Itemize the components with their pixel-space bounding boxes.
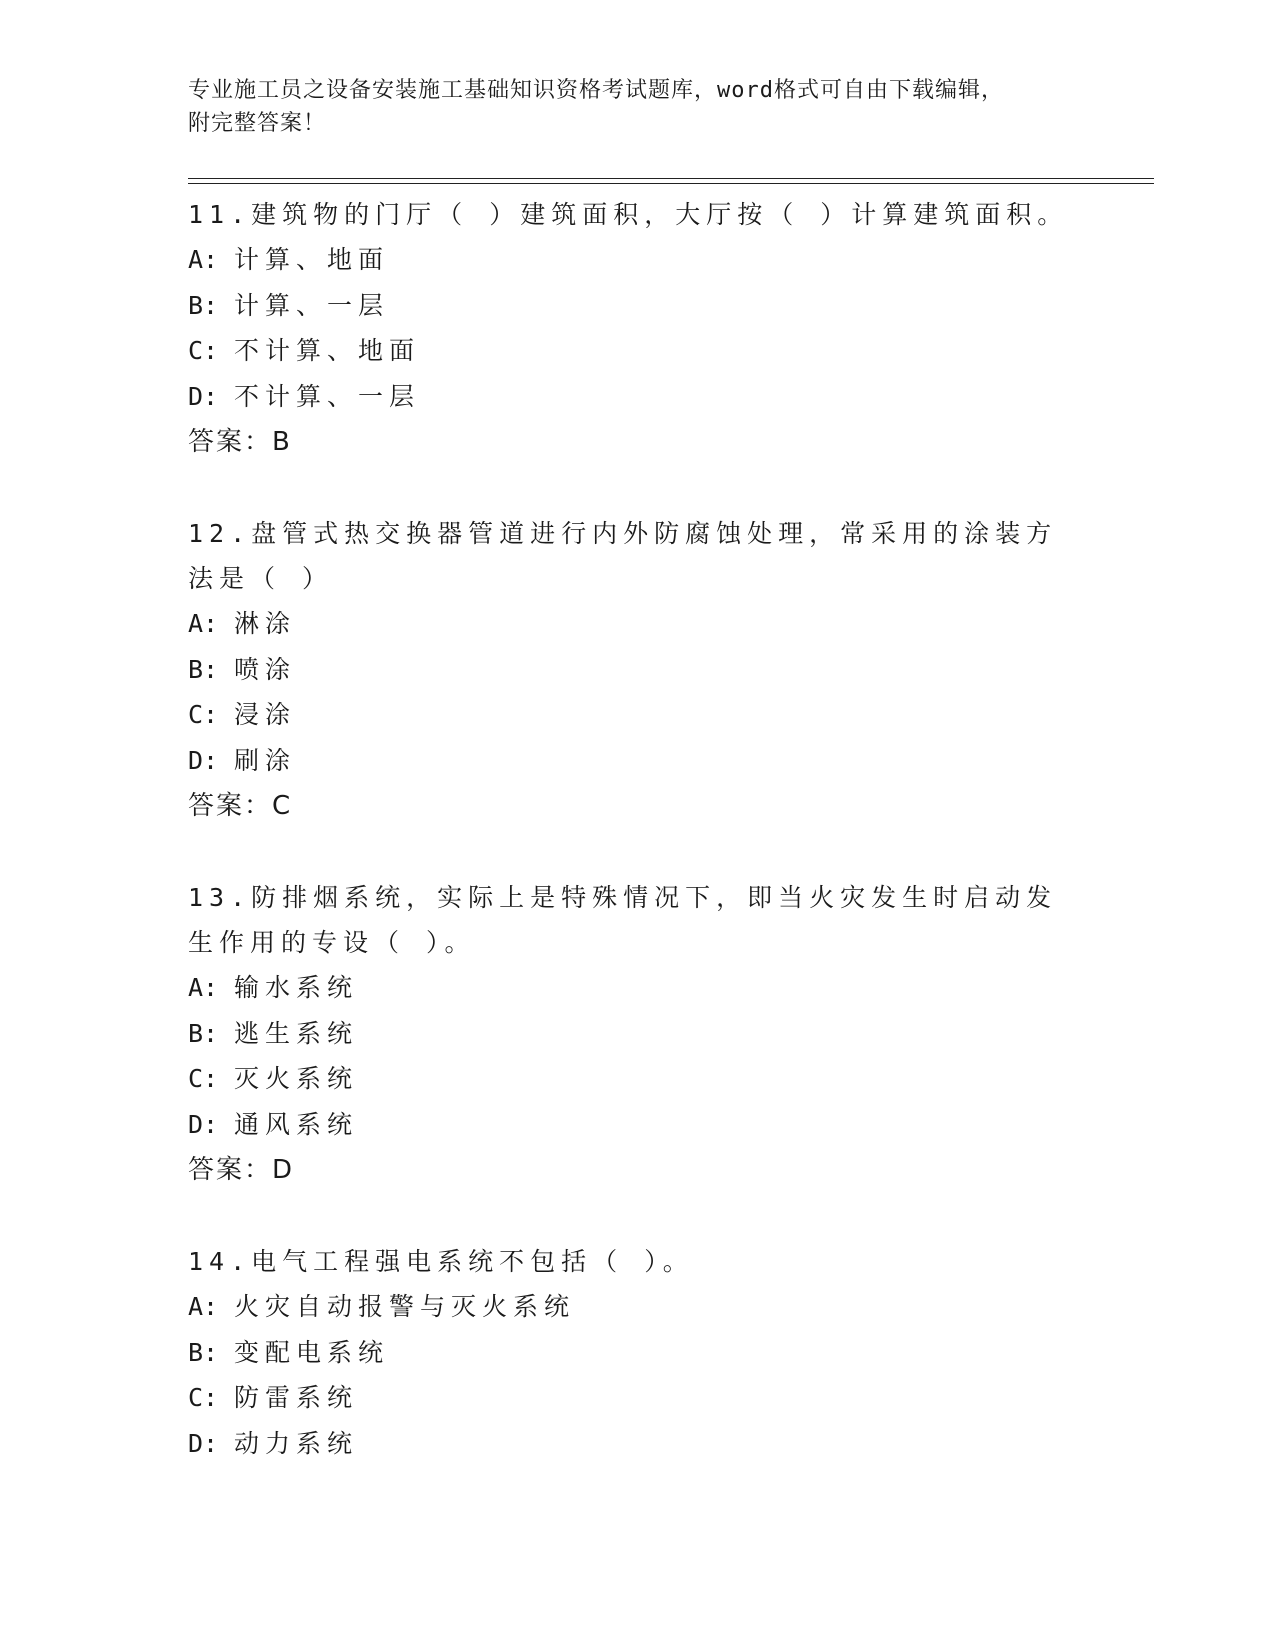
option-letter: A: (188, 245, 219, 274)
option-text: 逃生系统 (234, 1018, 359, 1048)
option-letter: B: (188, 290, 219, 320)
option-text: 不计算、一层 (234, 381, 421, 411)
question-11 (188, 192, 1088, 465)
option-b (188, 283, 1088, 329)
question-stem: 13.防排烟系统，实际上是特殊情况下，即当火灾发生时启动发生作用的专设（ ）。 (188, 883, 1058, 957)
header-divider-bottom (188, 183, 1154, 184)
option-text: 动力系统 (234, 1428, 359, 1458)
header-line-2: 附完整答案！ (188, 111, 327, 136)
option-text: 火灾自动报警与灭火系统 (234, 1292, 576, 1321)
option-text: 防雷系统 (234, 1383, 359, 1412)
option-letter: C: (188, 700, 219, 729)
answer-line: 答案：C (188, 791, 293, 821)
option-d (188, 1102, 1088, 1148)
option-c (188, 1056, 1088, 1102)
option-letter: B: (188, 654, 219, 684)
option-letter: D: (188, 1109, 219, 1139)
option-text: 通风系统 (234, 1109, 359, 1139)
option-letter: B: (188, 1018, 219, 1048)
option-text: 浸涂 (234, 700, 297, 729)
question-stem: 12.盘管式热交换器管道进行内外防腐蚀处理，常采用的涂装方法是（ ） (188, 519, 1058, 593)
option-text: 灭火系统 (234, 1064, 359, 1093)
option-text: 计算、地面 (234, 245, 390, 274)
option-c (188, 328, 1088, 374)
option-letter: C: (188, 1064, 219, 1093)
question-stem: 11.建筑物的门厅（ ）建筑面积，大厅按（ ）计算建筑面积。 (188, 200, 1069, 229)
option-a (188, 965, 1088, 1011)
option-letter: C: (188, 1383, 219, 1412)
option-c (188, 1375, 1088, 1421)
option-d (188, 738, 1088, 784)
option-text: 计算、一层 (234, 290, 390, 320)
option-letter: A: (188, 1292, 219, 1321)
option-letter: D: (188, 381, 219, 411)
option-letter: D: (188, 1428, 219, 1458)
option-a (188, 1284, 1088, 1330)
option-text: 淋涂 (234, 609, 297, 638)
option-text: 变配电系统 (234, 1337, 390, 1367)
option-letter: A: (188, 609, 219, 638)
option-text: 输水系统 (234, 973, 359, 1002)
option-b (188, 1330, 1088, 1376)
option-a (188, 601, 1088, 647)
option-c (188, 692, 1088, 738)
option-b (188, 647, 1088, 693)
question-13 (188, 875, 1088, 1193)
answer-line: 答案：D (188, 1155, 295, 1185)
answer-line: 答案：B (188, 427, 292, 457)
option-text: 喷涂 (234, 654, 297, 684)
option-a (188, 237, 1088, 283)
header-divider-top (188, 178, 1154, 179)
option-d (188, 1421, 1088, 1467)
option-d (188, 374, 1088, 420)
option-letter: C: (188, 336, 219, 365)
question-12 (188, 511, 1088, 829)
option-text: 刷涂 (234, 745, 297, 775)
document-header (188, 74, 1068, 140)
option-text: 不计算、地面 (234, 336, 421, 365)
question-stem: 14.电气工程强电系统不包括（ ）。 (188, 1247, 694, 1276)
option-b (188, 1011, 1088, 1057)
option-letter: D: (188, 745, 219, 775)
option-letter: A: (188, 973, 219, 1002)
option-letter: B: (188, 1337, 219, 1367)
question-list (188, 192, 1088, 1512)
header-line-1: 专业施工员之设备安装施工基础知识资格考试题库，word格式可自由下载编辑， (188, 78, 1004, 103)
question-14 (188, 1239, 1088, 1466)
